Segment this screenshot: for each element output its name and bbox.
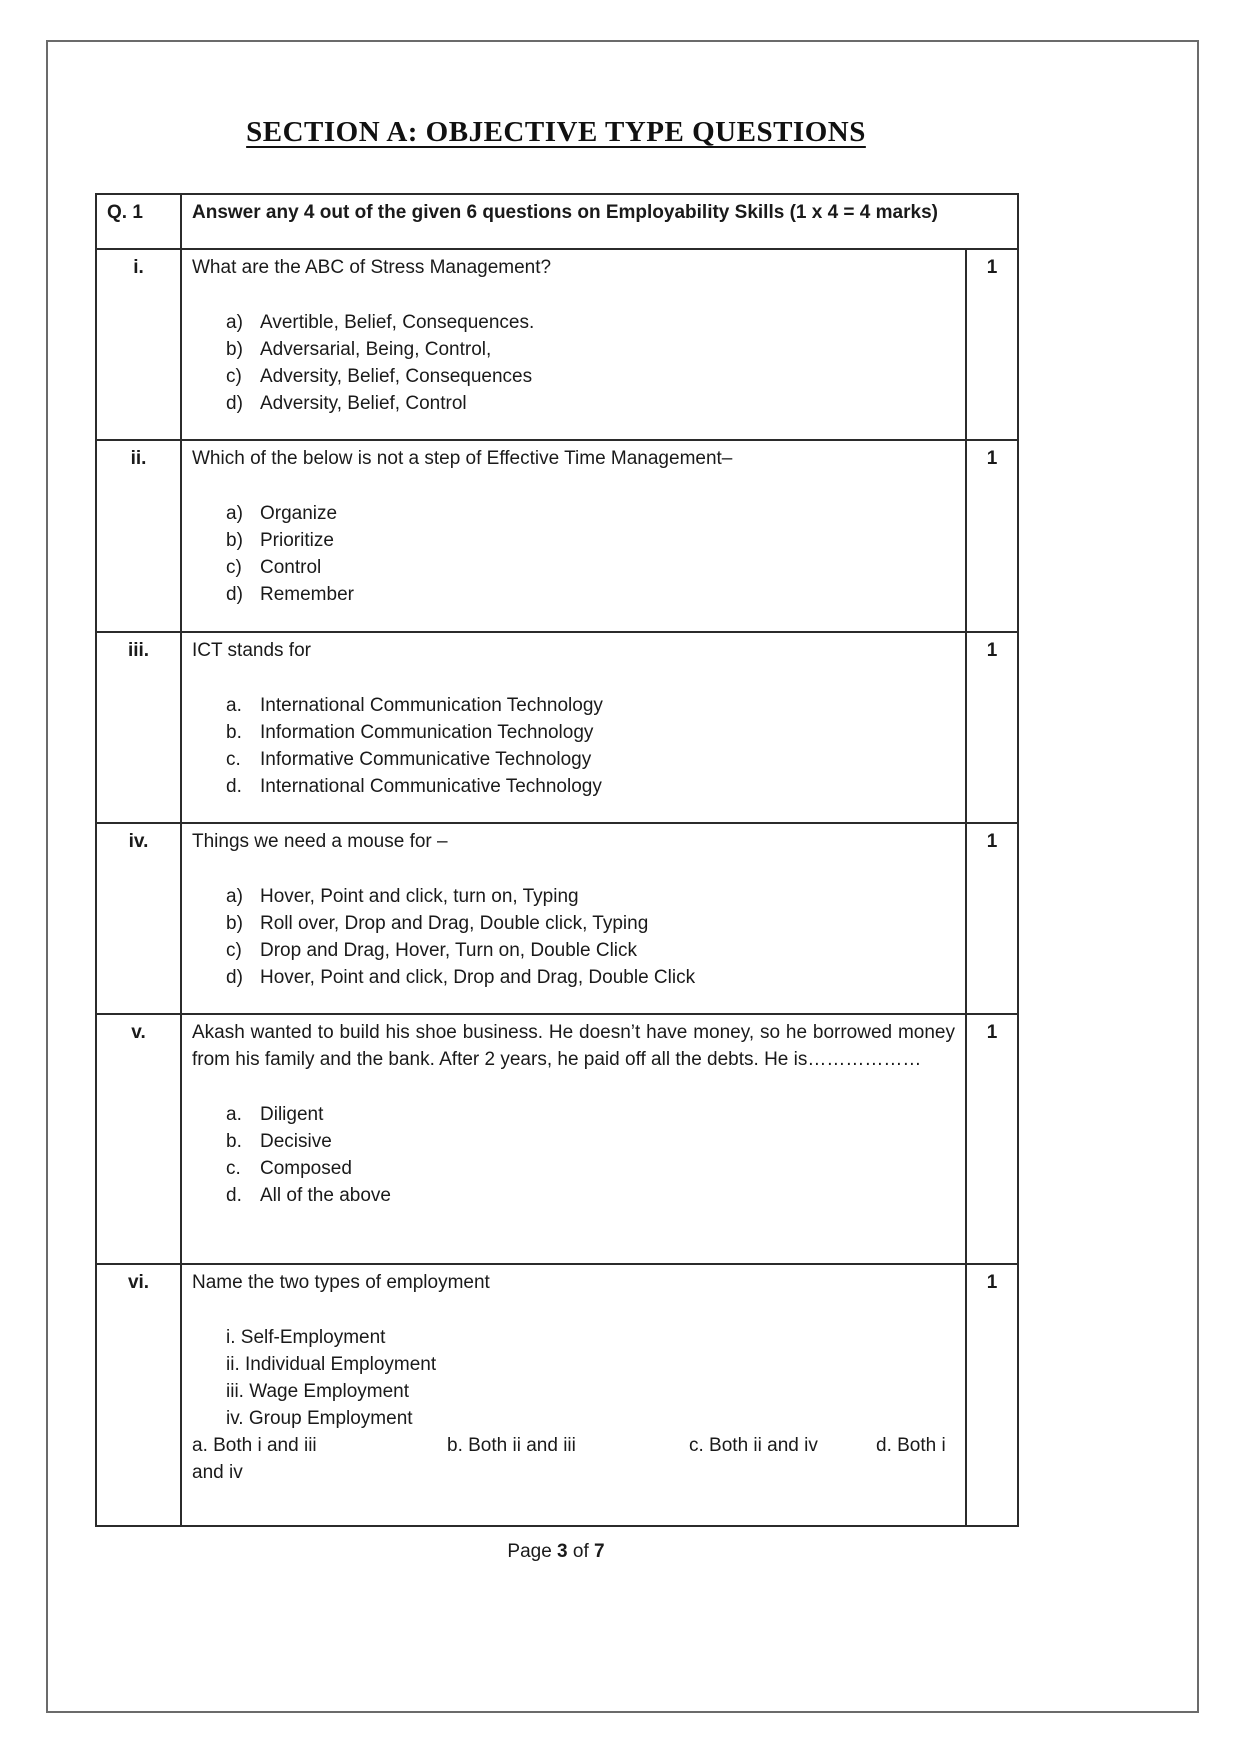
option-text: Hover, Point and click, turn on, Typing	[260, 886, 579, 907]
option	[226, 1101, 955, 1128]
choice: d. Both i	[876, 1435, 946, 1456]
option-marker: b)	[226, 913, 243, 934]
footer-text: of	[567, 1541, 595, 1562]
question-text: What are the ABC of Stress Management?	[192, 257, 552, 278]
questions-table	[95, 193, 1019, 1527]
question-number: i.	[96, 249, 181, 440]
option	[226, 910, 955, 937]
question-text: Which of the below is not a step of Effective Time Management–	[192, 448, 733, 469]
option-text: Diligent	[260, 1104, 324, 1125]
marks-cell: 1	[966, 249, 1018, 440]
footer-page-total: 7	[594, 1541, 605, 1562]
option-text: All of the above	[260, 1185, 391, 1206]
choice: b. Both ii and iii	[447, 1435, 576, 1456]
option-marker: d.	[226, 1185, 242, 1206]
option	[226, 309, 955, 336]
option-text: Remember	[260, 584, 354, 605]
option-text: International Communication Technology	[260, 695, 603, 716]
option	[226, 964, 955, 991]
option-text: Prioritize	[260, 530, 334, 551]
option-text: Decisive	[260, 1131, 332, 1152]
marks-cell: 1	[966, 1264, 1018, 1526]
option-text: Roll over, Drop and Drag, Double click, Typing	[260, 913, 649, 934]
question-text: Name the two types of employment	[192, 1272, 490, 1293]
list-item: iii. Wage Employment	[226, 1381, 410, 1402]
marks-cell: 1	[966, 440, 1018, 632]
question-set-number: Q. 1	[96, 194, 181, 249]
question-row	[96, 440, 1018, 632]
option-text: Organize	[260, 503, 338, 524]
option-text: Drop and Drag, Hover, Turn on, Double Click	[260, 940, 638, 961]
option-text: Control	[260, 557, 322, 578]
option	[226, 746, 955, 773]
question-cell	[181, 632, 966, 823]
option-text: Information Communication Technology	[260, 722, 594, 743]
option-marker: d.	[226, 776, 242, 797]
option	[226, 1155, 955, 1182]
question-row	[96, 249, 1018, 440]
option-marker: c)	[226, 366, 242, 387]
option-marker: d)	[226, 967, 243, 988]
choices-line	[192, 1432, 955, 1459]
option	[226, 1182, 955, 1209]
option	[226, 390, 955, 417]
option	[226, 527, 955, 554]
list-item: ii. Individual Employment	[226, 1354, 437, 1375]
option-marker: a)	[226, 312, 243, 333]
page-footer	[95, 1541, 1017, 1563]
question-number: iii.	[96, 632, 181, 823]
question-cell	[181, 823, 966, 1014]
question-row	[96, 1264, 1018, 1526]
option	[226, 581, 955, 608]
question-number: vi.	[96, 1264, 181, 1526]
question-cell	[181, 1014, 966, 1264]
instructions-text: Answer any 4 out of the given 6 questions on Employability Skills (1 x 4 = 4 marks)	[181, 194, 1018, 249]
option-text: Composed	[260, 1158, 352, 1179]
question-number: v.	[96, 1014, 181, 1264]
choice: c. Both ii and iv	[689, 1435, 818, 1456]
footer-text: Page	[507, 1541, 558, 1562]
option	[226, 1128, 955, 1155]
question-text: Akash wanted to build his shoe business. He doesn’t have money, so he borrowed money from his family and the bank. After 2 years, he paid off all the debts. He is………………	[192, 1022, 955, 1070]
question-number: ii.	[96, 440, 181, 632]
question-row	[96, 632, 1018, 823]
option-marker: a.	[226, 1104, 242, 1125]
marks-cell: 1	[966, 1014, 1018, 1264]
option	[226, 773, 955, 800]
option-marker: d)	[226, 584, 243, 605]
option-marker: b.	[226, 722, 242, 743]
footer-page-number: 3	[557, 1541, 568, 1562]
option-marker: d)	[226, 393, 243, 414]
document-page	[95, 0, 1017, 1563]
choice: a. Both i and iii	[192, 1435, 317, 1456]
option	[226, 554, 955, 581]
question-cell	[181, 1264, 966, 1526]
option-text: Avertible, Belief, Consequences.	[260, 312, 535, 333]
question-cell	[181, 440, 966, 632]
option-marker: b.	[226, 1131, 242, 1152]
page-title: SECTION A: OBJECTIVE TYPE QUESTIONS	[246, 116, 866, 148]
table-header-row	[96, 194, 1018, 249]
option-text: Adversity, Belief, Consequences	[260, 366, 533, 387]
option-marker: b)	[226, 530, 243, 551]
option-marker: a.	[226, 695, 242, 716]
option-marker: b)	[226, 339, 243, 360]
option	[226, 719, 955, 746]
option	[226, 692, 955, 719]
option-text: Hover, Point and click, Drop and Drag, Double Click	[260, 967, 696, 988]
option	[226, 336, 955, 363]
marks-cell: 1	[966, 632, 1018, 823]
option	[226, 883, 955, 910]
option-marker: c.	[226, 749, 241, 770]
question-text: ICT stands for	[192, 640, 311, 661]
option-marker: a)	[226, 886, 243, 907]
option-text: International Communicative Technology	[260, 776, 602, 797]
option	[226, 937, 955, 964]
option-marker: c)	[226, 557, 242, 578]
list-item: i. Self-Employment	[226, 1327, 386, 1348]
marks-cell: 1	[966, 823, 1018, 1014]
option-marker: c)	[226, 940, 242, 961]
option	[226, 363, 955, 390]
question-number: iv.	[96, 823, 181, 1014]
option	[226, 500, 955, 527]
option-marker: a)	[226, 503, 243, 524]
question-row	[96, 823, 1018, 1014]
question-text: Things we need a mouse for –	[192, 831, 448, 852]
option-text: Informative Communicative Technology	[260, 749, 592, 770]
option-marker: c.	[226, 1158, 241, 1179]
question-row	[96, 1014, 1018, 1264]
option-text: Adversity, Belief, Control	[260, 393, 467, 414]
question-cell	[181, 249, 966, 440]
option-text: Adversarial, Being, Control,	[260, 339, 492, 360]
list-item: iv. Group Employment	[226, 1408, 413, 1429]
choice-wrap: and iv	[192, 1462, 243, 1483]
